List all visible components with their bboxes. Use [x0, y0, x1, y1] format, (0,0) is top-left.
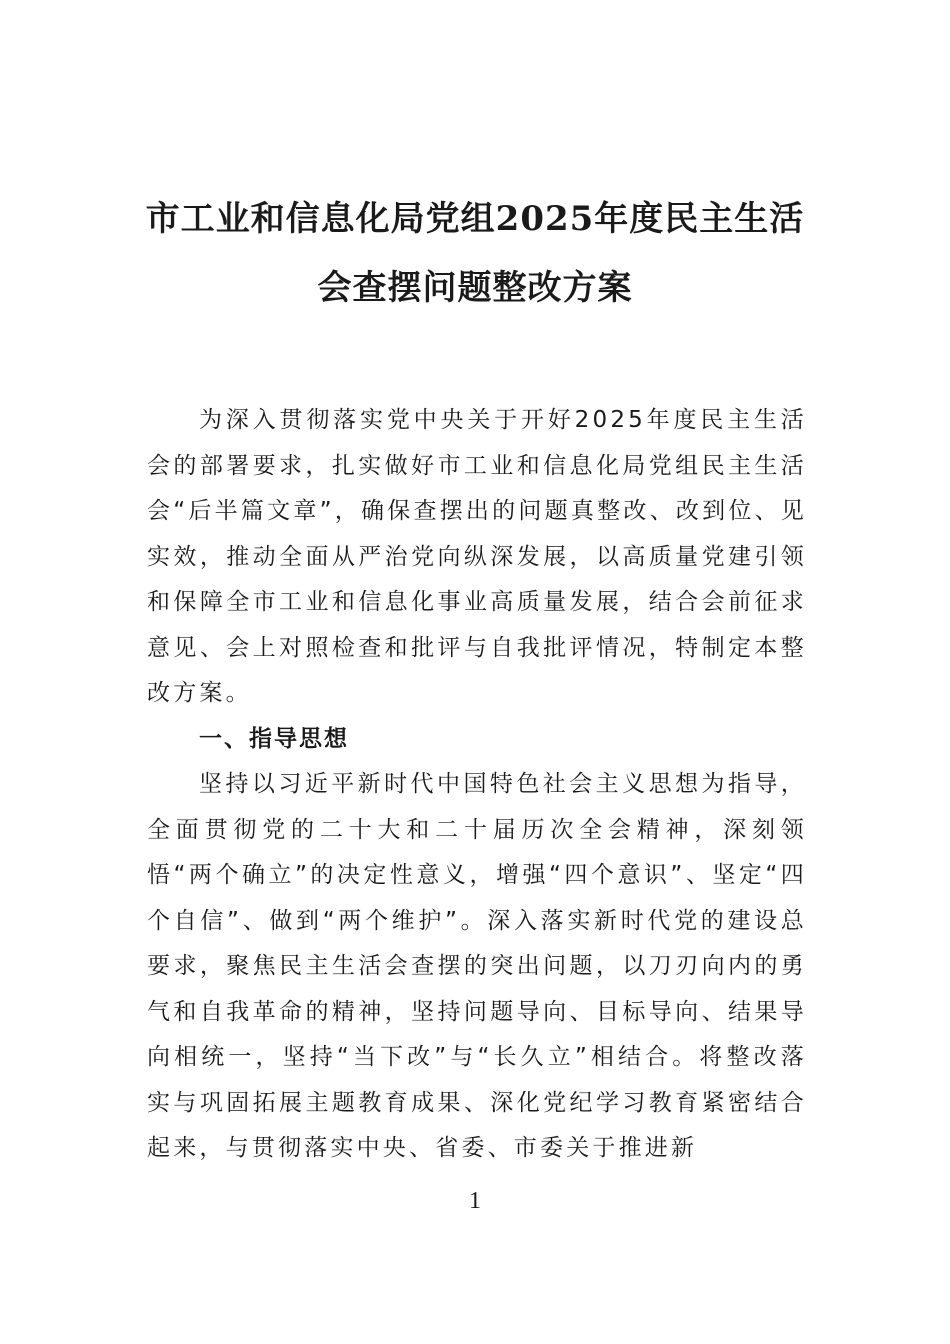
guiding-ideology-paragraph: 坚持以习近平新时代中国特色社会主义思想为指导，全面贯彻党的二十大和二十届历次全会精神，深刻领悟“两个确立”的决定性意义，增强“四个意识”、坚定“四个自信”、做到“两个维护”。深入落实新时代党的建设总要求，聚焦民主生活会查摆的突出问题，以刀刃向内的勇气和自我革命的精神，坚持问题导向、目标导向、结果导向相统一，坚持“当下改”与“长久立”相结合。将整改落实与巩固拓展主题教育成果、深化党纪学习教育紧密结合起来，与贯彻落实中央、省委、市委关于推进新 — [147, 771, 807, 1161]
document-title-line-1: 市工业和信息化局党组2025年度民主生活 — [145, 199, 805, 239]
intro-paragraph: 为深入贯彻落实党中央关于开好2025年度民主生活会的部署要求，扎实做好市工业和信息化局党组民主生活会“后半篇文章”，确保查摆出的问题真整改、改到位、见实效，推动全面从严治党向纵深发展，以高质量党建引领和保障全市工业和信息化事业高质量发展，结合会前征求意见、会上对照检查和批评与自我批评情况，特制定本整改方案。 — [147, 407, 807, 706]
document-body — [147, 398, 807, 1172]
document-title-line-2: 会查摆问题整改方案 — [317, 268, 633, 308]
page-number: 1 — [469, 1188, 481, 1214]
section-heading-guiding-ideology: 一、指导思想 — [199, 725, 349, 752]
